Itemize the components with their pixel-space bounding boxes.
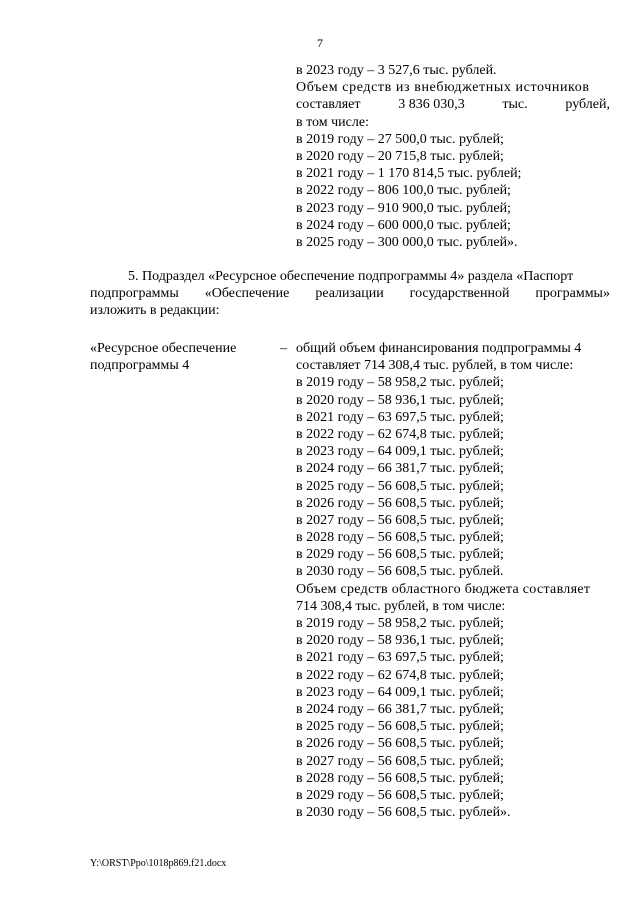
word: составляет: [296, 97, 361, 113]
page-number: 7: [317, 36, 323, 50]
word: тыс.: [502, 97, 528, 113]
year-line: в 2023 году – 64 009,1 тыс. рублей;: [296, 444, 504, 460]
paragraph-line: изложить в редакции:: [90, 303, 220, 319]
text-line: Объем средств областного бюджета составляет: [296, 581, 591, 597]
word: государственной: [409, 286, 510, 302]
year-line: в 2025 году – 300 000,0 тыс. рублей».: [296, 234, 518, 250]
year-line: в 2026 году – 56 608,5 тыс. рублей;: [296, 736, 504, 752]
word: подпрограммы: [90, 286, 179, 302]
year-line: в 2021 году – 63 697,5 тыс. рублей;: [296, 650, 504, 666]
text-line: в 2023 году – 3 527,6 тыс. рублей.: [296, 63, 497, 78]
file-path-footer: Y:\ORST\Ppo\1018p869.f21.docx: [90, 858, 227, 869]
funding-continuation: [296, 62, 610, 251]
section-label: [90, 340, 280, 374]
word: 3 836 030,3: [398, 97, 465, 113]
paragraph-5: [90, 268, 610, 320]
text-line-justified: [296, 96, 610, 113]
subprogram-funding: [296, 340, 610, 821]
year-line: в 2019 году – 58 958,2 тыс. рублей;: [296, 616, 504, 631]
text-line: составляет 714 308,4 тыс. рублей, в том числе:: [296, 358, 574, 374]
paragraph-line: 5. Подраздел «Ресурсное обеспечение подпрограммы 4» раздела «Паспорт: [128, 269, 574, 284]
year-line: в 2027 году – 56 608,5 тыс. рублей;: [296, 753, 504, 769]
text-line: в том числе:: [296, 114, 369, 130]
year-line: в 2030 году – 56 608,5 тыс. рублей».: [296, 805, 511, 821]
year-line: в 2021 году – 63 697,5 тыс. рублей;: [296, 409, 504, 425]
year-line: в 2022 году – 62 674,8 тыс. рублей;: [296, 426, 504, 442]
year-line: в 2025 году – 56 608,5 тыс. рублей;: [296, 719, 504, 735]
label-line: подпрограммы 4: [90, 358, 190, 374]
year-line: в 2029 году – 56 608,5 тыс. рублей;: [296, 787, 504, 803]
year-line: в 2029 году – 56 608,5 тыс. рублей;: [296, 547, 504, 563]
word: программы»: [535, 286, 610, 302]
year-line: в 2028 году – 56 608,5 тыс. рублей;: [296, 770, 504, 786]
year-line: в 2026 году – 56 608,5 тыс. рублей;: [296, 495, 504, 511]
text-line: общий объем финансирования подпрограммы 4: [296, 341, 582, 356]
year-line: в 2020 году – 58 936,1 тыс. рублей;: [296, 392, 504, 408]
text-line: 714 308,4 тыс. рублей, в том числе:: [296, 598, 506, 614]
year-line: в 2022 году – 806 100,0 тыс. рублей;: [296, 183, 511, 199]
text-line: Объем средств из внебюджетных источников: [296, 80, 590, 96]
label-line: «Ресурсное обеспечение: [90, 341, 237, 356]
word: «Обеспечение: [204, 286, 290, 302]
year-line: в 2022 году – 62 674,8 тыс. рублей;: [296, 667, 504, 683]
word: реализации: [315, 286, 384, 302]
year-line: в 2030 году – 56 608,5 тыс. рублей.: [296, 564, 504, 580]
year-line: в 2019 году – 27 500,0 тыс. рублей;: [296, 131, 504, 147]
year-line: в 2023 году – 64 009,1 тыс. рублей;: [296, 684, 504, 700]
year-line: в 2020 году – 20 715,8 тыс. рублей;: [296, 148, 504, 164]
year-line: в 2028 году – 56 608,5 тыс. рублей;: [296, 530, 504, 546]
year-line: в 2020 году – 58 936,1 тыс. рублей;: [296, 633, 504, 649]
word: рублей,: [565, 97, 610, 113]
year-line: в 2025 году – 56 608,5 тыс. рублей;: [296, 478, 504, 494]
year-line: в 2019 году – 58 958,2 тыс. рублей;: [296, 375, 504, 391]
dash-separator: –: [280, 341, 287, 356]
year-line: в 2023 году – 910 900,0 тыс. рублей;: [296, 200, 511, 216]
year-line: в 2027 году – 56 608,5 тыс. рублей;: [296, 512, 504, 528]
year-line: в 2021 году – 1 170 814,5 тыс. рублей;: [296, 166, 522, 182]
year-line: в 2024 году – 600 000,0 тыс. рублей;: [296, 217, 511, 233]
year-line: в 2024 году – 66 381,7 тыс. рублей;: [296, 701, 504, 717]
year-line: в 2024 году – 66 381,7 тыс. рублей;: [296, 461, 504, 477]
paragraph-line-justified: [90, 285, 610, 302]
